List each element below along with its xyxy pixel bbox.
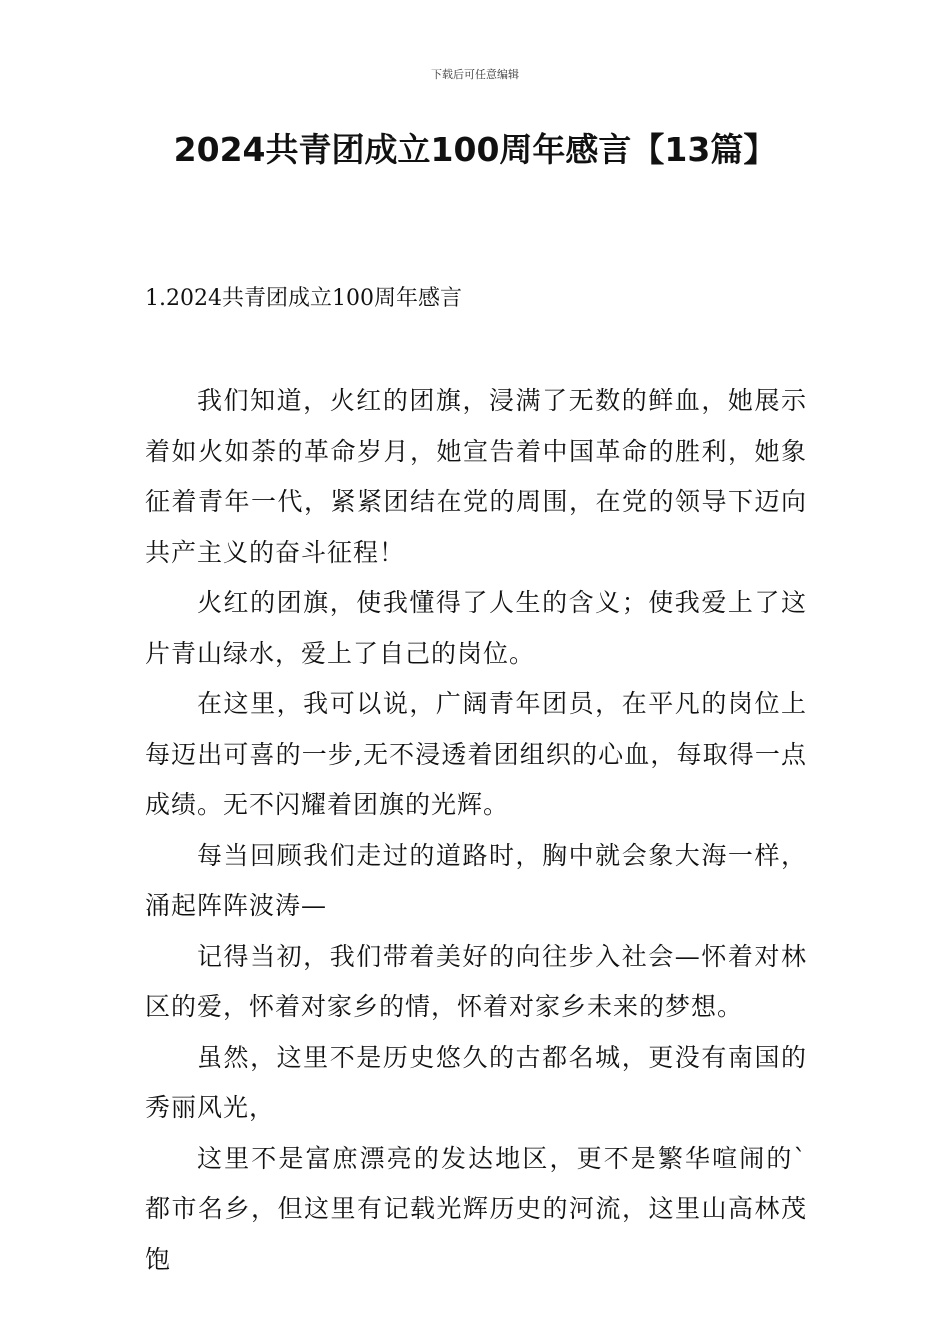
paragraph: 虽然，这里不是历史悠久的古都名城，更没有南国的秀丽风光， xyxy=(145,1042,807,1122)
document-body xyxy=(145,376,807,1285)
section-heading: 1.2024共青团成立100周年感言 xyxy=(145,286,462,311)
document-title: 2024共青团成立100周年感言【13篇】 xyxy=(173,130,777,169)
paragraph: 记得当初，我们带着美好的向往步入社会—怀着对林区的爱，怀着对家乡的情，怀着对家乡未来的梦想。 xyxy=(145,941,807,1021)
paragraph: 我们知道，火红的团旗，浸满了无数的鲜血，她展示着如火如荼的革命岁月，她宣告着中国革命的胜利，她象征着青年一代，紧紧团结在党的周围，在党的领导下迈向共产主义的奋斗征程！ xyxy=(145,386,807,567)
page-header-note: 下载后可任意编辑 xyxy=(431,68,519,81)
paragraph: 这里不是富庶漂亮的发达地区，更不是繁华喧闹的`都市名乡，但这里有记载光辉历史的河流，这里山高林茂饱 xyxy=(145,1143,807,1274)
paragraph: 每当回顾我们走过的道路时，胸中就会象大海一样，涌起阵阵波涛— xyxy=(145,840,807,920)
paragraph: 在这里，我可以说，广阔青年团员，在平凡的岗位上每迈出可喜的一步,无不浸透着团组织的心血，每取得一点成绩。无不闪耀着团旗的光辉。 xyxy=(145,689,807,819)
paragraph: 火红的团旗，使我懂得了人生的含义；使我爱上了这片青山绿水，爱上了自己的岗位。 xyxy=(145,588,807,668)
